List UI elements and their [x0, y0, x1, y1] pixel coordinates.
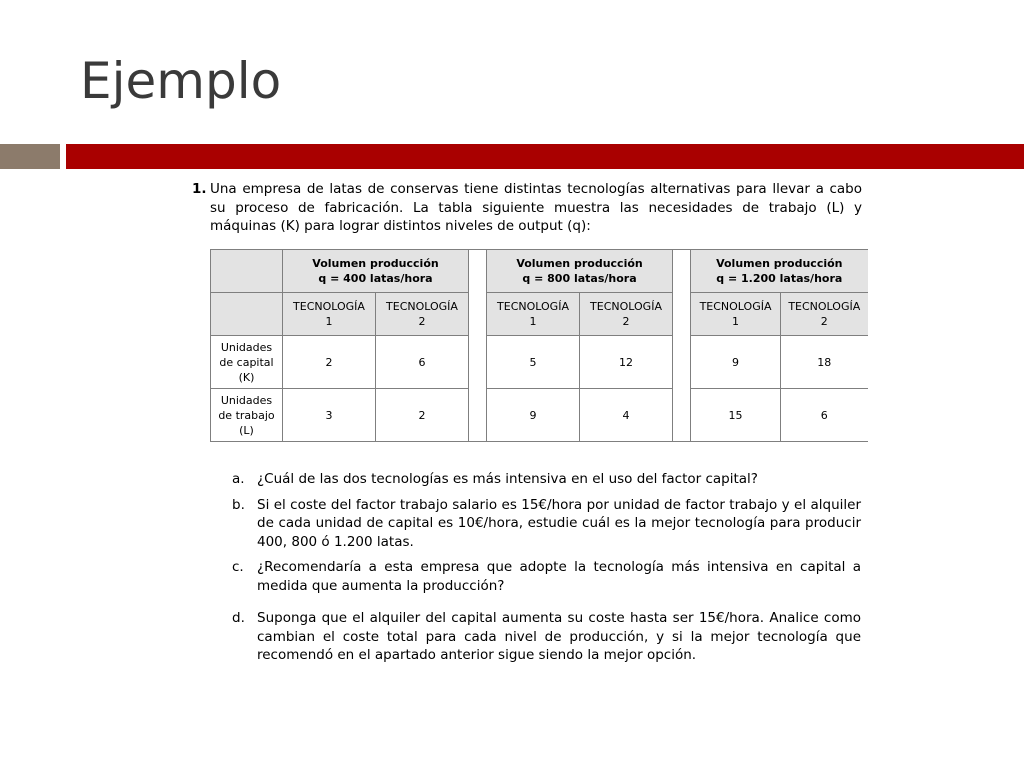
accent-bar-red — [66, 144, 1024, 169]
row-label-line: de capital — [219, 355, 274, 369]
table-corner-cell — [211, 293, 283, 336]
question-text: ¿Cuál de las dos tecnologías es más intensiva en el uso del factor capital? — [257, 471, 758, 487]
technology-label: TECNOLOGÍA — [699, 300, 772, 313]
technology-label: TECNOLOGÍA — [386, 300, 458, 313]
problem-text: Una empresa de latas de conservas tiene distintas tecnologías alternativas para llevar a cabo su proceso de fabricación. La tabla siguiente muestra las necesidades de trabajo (L) y máquinas (K) para lograr distintos niveles de output (q): — [210, 181, 862, 234]
row-label-line: Unidades — [220, 340, 273, 354]
table-cell: 18 — [781, 336, 868, 389]
table-cell: 2 — [283, 336, 376, 389]
list-item — [232, 558, 861, 595]
row-label-line: de trabajo — [218, 408, 275, 422]
question-list — [232, 470, 861, 672]
table-row — [211, 389, 868, 442]
technology-label: TECNOLOGÍA — [497, 300, 569, 313]
question-letter: d. — [232, 610, 245, 626]
table-cell: 4 — [580, 389, 673, 442]
technology-number: 2 — [418, 315, 426, 328]
row-label-line: (L) — [239, 423, 254, 437]
technology-label: TECNOLOGÍA — [788, 300, 861, 313]
table-cell: 6 — [781, 389, 868, 442]
question-text: Si el coste del factor trabajo salario es 15€/hora por unidad de factor trabajo y el alquiler de cada unidad de capital es 10€/hora, estudie cuál es la mejor tecnología para producir 400, 800 ó 1.200 latas. — [257, 496, 861, 550]
row-label-line: Unidades — [220, 393, 273, 407]
table-header-row — [211, 250, 868, 293]
technology-number: 1 — [325, 315, 333, 328]
table-gap — [469, 250, 487, 442]
table-cell: 9 — [691, 336, 781, 389]
volume-header-title: Volumen producción — [516, 257, 643, 270]
volume-header — [691, 250, 868, 293]
table-corner-cell — [211, 250, 283, 293]
slide-title: Ejemplo — [80, 52, 282, 110]
volume-header-title: Volumen producción — [716, 257, 843, 270]
row-label-line: (K) — [238, 370, 255, 384]
table-cell: 6 — [376, 336, 469, 389]
technology-header — [487, 293, 580, 336]
technology-header — [283, 293, 376, 336]
row-label — [211, 336, 283, 389]
technology-label: TECNOLOGÍA — [293, 300, 365, 313]
question-text: ¿Recomendaría a esta empresa que adopte la tecnología más intensiva en capital a medida que aumenta la producción? — [257, 559, 861, 594]
production-table — [210, 249, 868, 442]
volume-header-title: Volumen producción — [312, 257, 439, 270]
technology-header — [580, 293, 673, 336]
table-cell: 3 — [283, 389, 376, 442]
volume-header-rate: q = 400 latas/hora — [318, 272, 433, 285]
question-text: Suponga que el alquiler del capital aumenta su coste hasta ser 15€/hora. Analice como cambian el coste total para cada nivel de producción, y si la mejor tecnología que recomendó en el apartado anterior sigue siendo la mejor opción. — [257, 610, 861, 663]
list-item — [232, 470, 861, 489]
accent-bar-gray — [0, 144, 60, 169]
table-row — [211, 336, 868, 389]
table-cell: 5 — [487, 336, 580, 389]
technology-header — [781, 293, 868, 336]
table-cell: 15 — [691, 389, 781, 442]
list-item — [232, 496, 861, 552]
table-cell: 2 — [376, 389, 469, 442]
volume-header-rate: q = 1.200 latas/hora — [716, 272, 843, 285]
question-letter: a. — [232, 471, 245, 487]
technology-header — [691, 293, 781, 336]
problem-statement — [192, 180, 862, 236]
question-letter: b. — [232, 496, 245, 513]
list-item — [232, 609, 861, 665]
technology-label: TECNOLOGÍA — [590, 300, 662, 313]
table-cell: 9 — [487, 389, 580, 442]
technology-number: 2 — [622, 315, 630, 328]
problem-number: 1. — [192, 181, 207, 197]
table-cell: 12 — [580, 336, 673, 389]
row-label — [211, 389, 283, 442]
volume-header — [283, 250, 469, 293]
technology-header — [376, 293, 469, 336]
volume-header-rate: q = 800 latas/hora — [522, 272, 637, 285]
technology-number: 2 — [820, 315, 828, 328]
table-gap — [673, 250, 691, 442]
question-letter: c. — [232, 559, 244, 575]
volume-header — [487, 250, 673, 293]
technology-number: 1 — [529, 315, 537, 328]
technology-row — [211, 293, 868, 336]
technology-number: 1 — [732, 315, 740, 328]
